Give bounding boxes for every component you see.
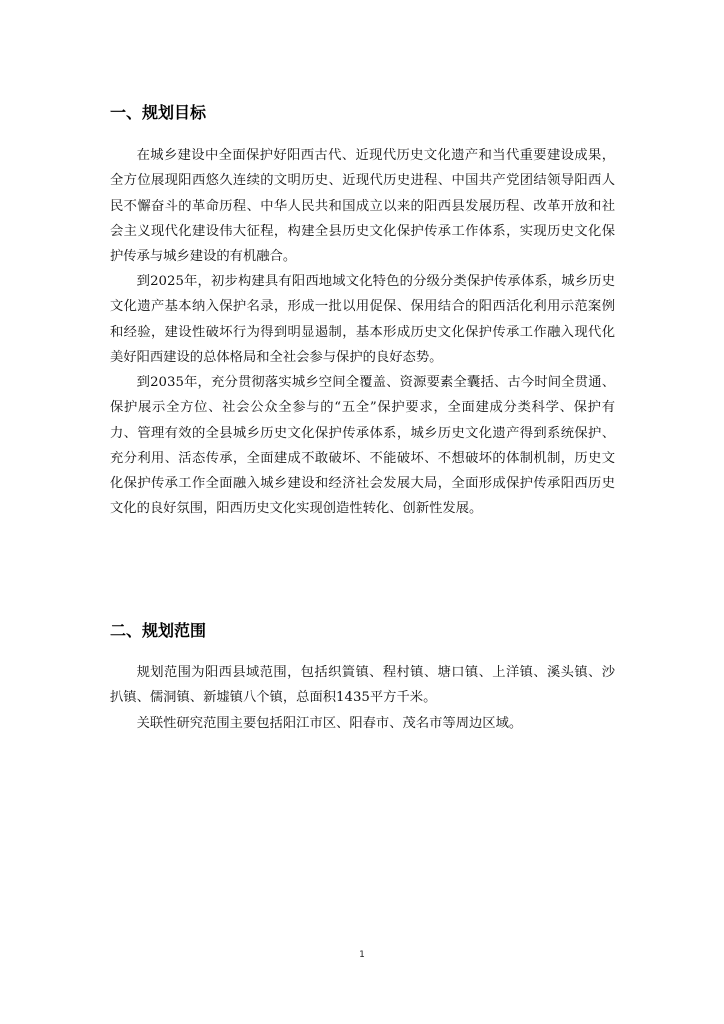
paragraph-goals-2035: 到2035年，充分贯彻落实城乡空间全覆盖、资源要素全囊括、古今时间全贯通、保护展示全方位、社会公众全参与的“五全”保护要求，全面建成分类科学、保护有力、管理有效的全县城乡历史文化保护传承体系，城乡历史文化遗产得到系统保护、充分利用、活态传承，全面建成不敢破坏、不能破坏、不想破坏的体制机制，历史文化保护传承工作全面融入城乡建设和经济社会发展大局，全面形成保护传承阳西历史文化的良好氛围，阳西历史文化实现创造性转化、创新性发展。 <box>110 375 615 517</box>
page-number: 1 <box>359 950 365 960</box>
paragraph-scope-area: 规划范围为阳西县域范围，包括织篢镇、程村镇、塘口镇、上洋镇、溪头镇、沙扒镇、儒洞镇、新墟镇八个镇，总面积1435平方千米。 <box>110 665 615 706</box>
section-heading-planning-scope: 二、规划范围 <box>110 621 207 640</box>
paragraph-goals-intro: 在城乡建设中全面保护好阳西古代、近现代历史文化遗产和当代重要建设成果，全方位展现阳西悠久连续的文明历史、近现代历史进程、中国共产党团结领导阳西人民不懈奋斗的革命历程、中华人民共和国成立以来的阳西县发展历程、改革开放和社会主义现代化建设伟大征程，构建全县历史文化保护传承工作体系，实现历史文化保护传承与城乡建设的有机融合。 <box>110 148 615 265</box>
paragraph-goals-2025: 到2025年，初步构建具有阳西地域文化特色的分级分类保护传承体系，城乡历史文化遗产基本纳入保护名录，形成一批以用促保、保用结合的阳西活化利用示范案例和经验，建设性破坏行为得到明显遏制，基本形成历史文化保护传承工作融入现代化美好阳西建设的总体格局和全社会参与保护的良好态势。 <box>110 274 615 365</box>
paragraph-scope-related: 关联性研究范围主要包括阳江市区、阳春市、茂名市等周边区域。 <box>136 716 523 731</box>
section-heading-planning-goals: 一、规划目标 <box>110 103 207 122</box>
